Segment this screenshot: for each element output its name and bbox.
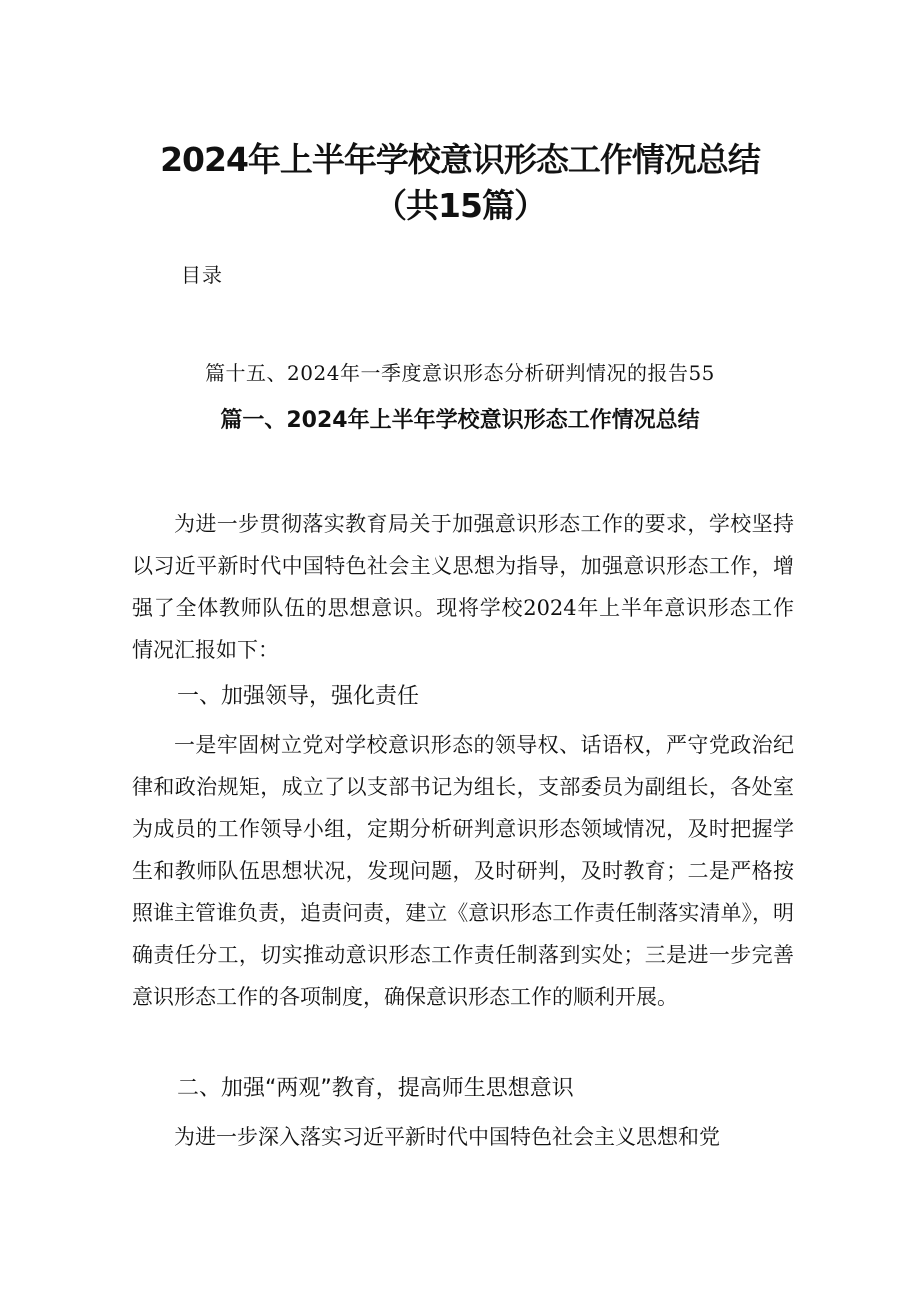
subheading-education: 二、加强“两观”教育，提高师生思想意识: [177, 1076, 574, 1101]
paragraph-leadership: 一是牢固树立党对学校意识形态的领导权、话语权，严守党政治纪律和政治规矩，成立了以支部书记为组长，支部委员为副组长，各处室为成员的工作领导小组，定期分析研判意识形态领域情况，及时把握学生和教师队伍思想状况，发现问题，及时研判，及时教育；二是严格按照谁主管谁负责，追责问责，建立《意识形态工作责任制落实清单》，明确责任分工，切实推动意识形态工作责任制落到实处；三是进一步完善意识形态工作的各项制度，确保意识形态工作的顺利开展。: [132, 733, 794, 1009]
subheading-leadership: 一、加强领导，强化责任: [177, 684, 420, 709]
toc-entry: 篇十五、2024年一季度意识形态分析研判情况的报告55: [205, 361, 715, 385]
document-title: 2024年上半年学校意识形态工作情况总结: [160, 140, 760, 179]
document-subtitle: （共15篇）: [374, 186, 546, 225]
toc-label: 目录: [181, 263, 223, 287]
paragraph-education: 为进一步深入落实习近平新时代中国特色社会主义思想和党: [174, 1125, 720, 1149]
paragraph-intro: 为进一步贯彻落实教育局关于加强意识形态工作的要求，学校坚持以习近平新时代中国特色社会主义思想为指导，加强意识形态工作，增强了全体教师队伍的思想意识。现将学校2024年上半年意识形态工作情况汇报如下：: [132, 512, 794, 662]
section-title: 篇一、2024年上半年学校意识形态工作情况总结: [220, 408, 700, 433]
